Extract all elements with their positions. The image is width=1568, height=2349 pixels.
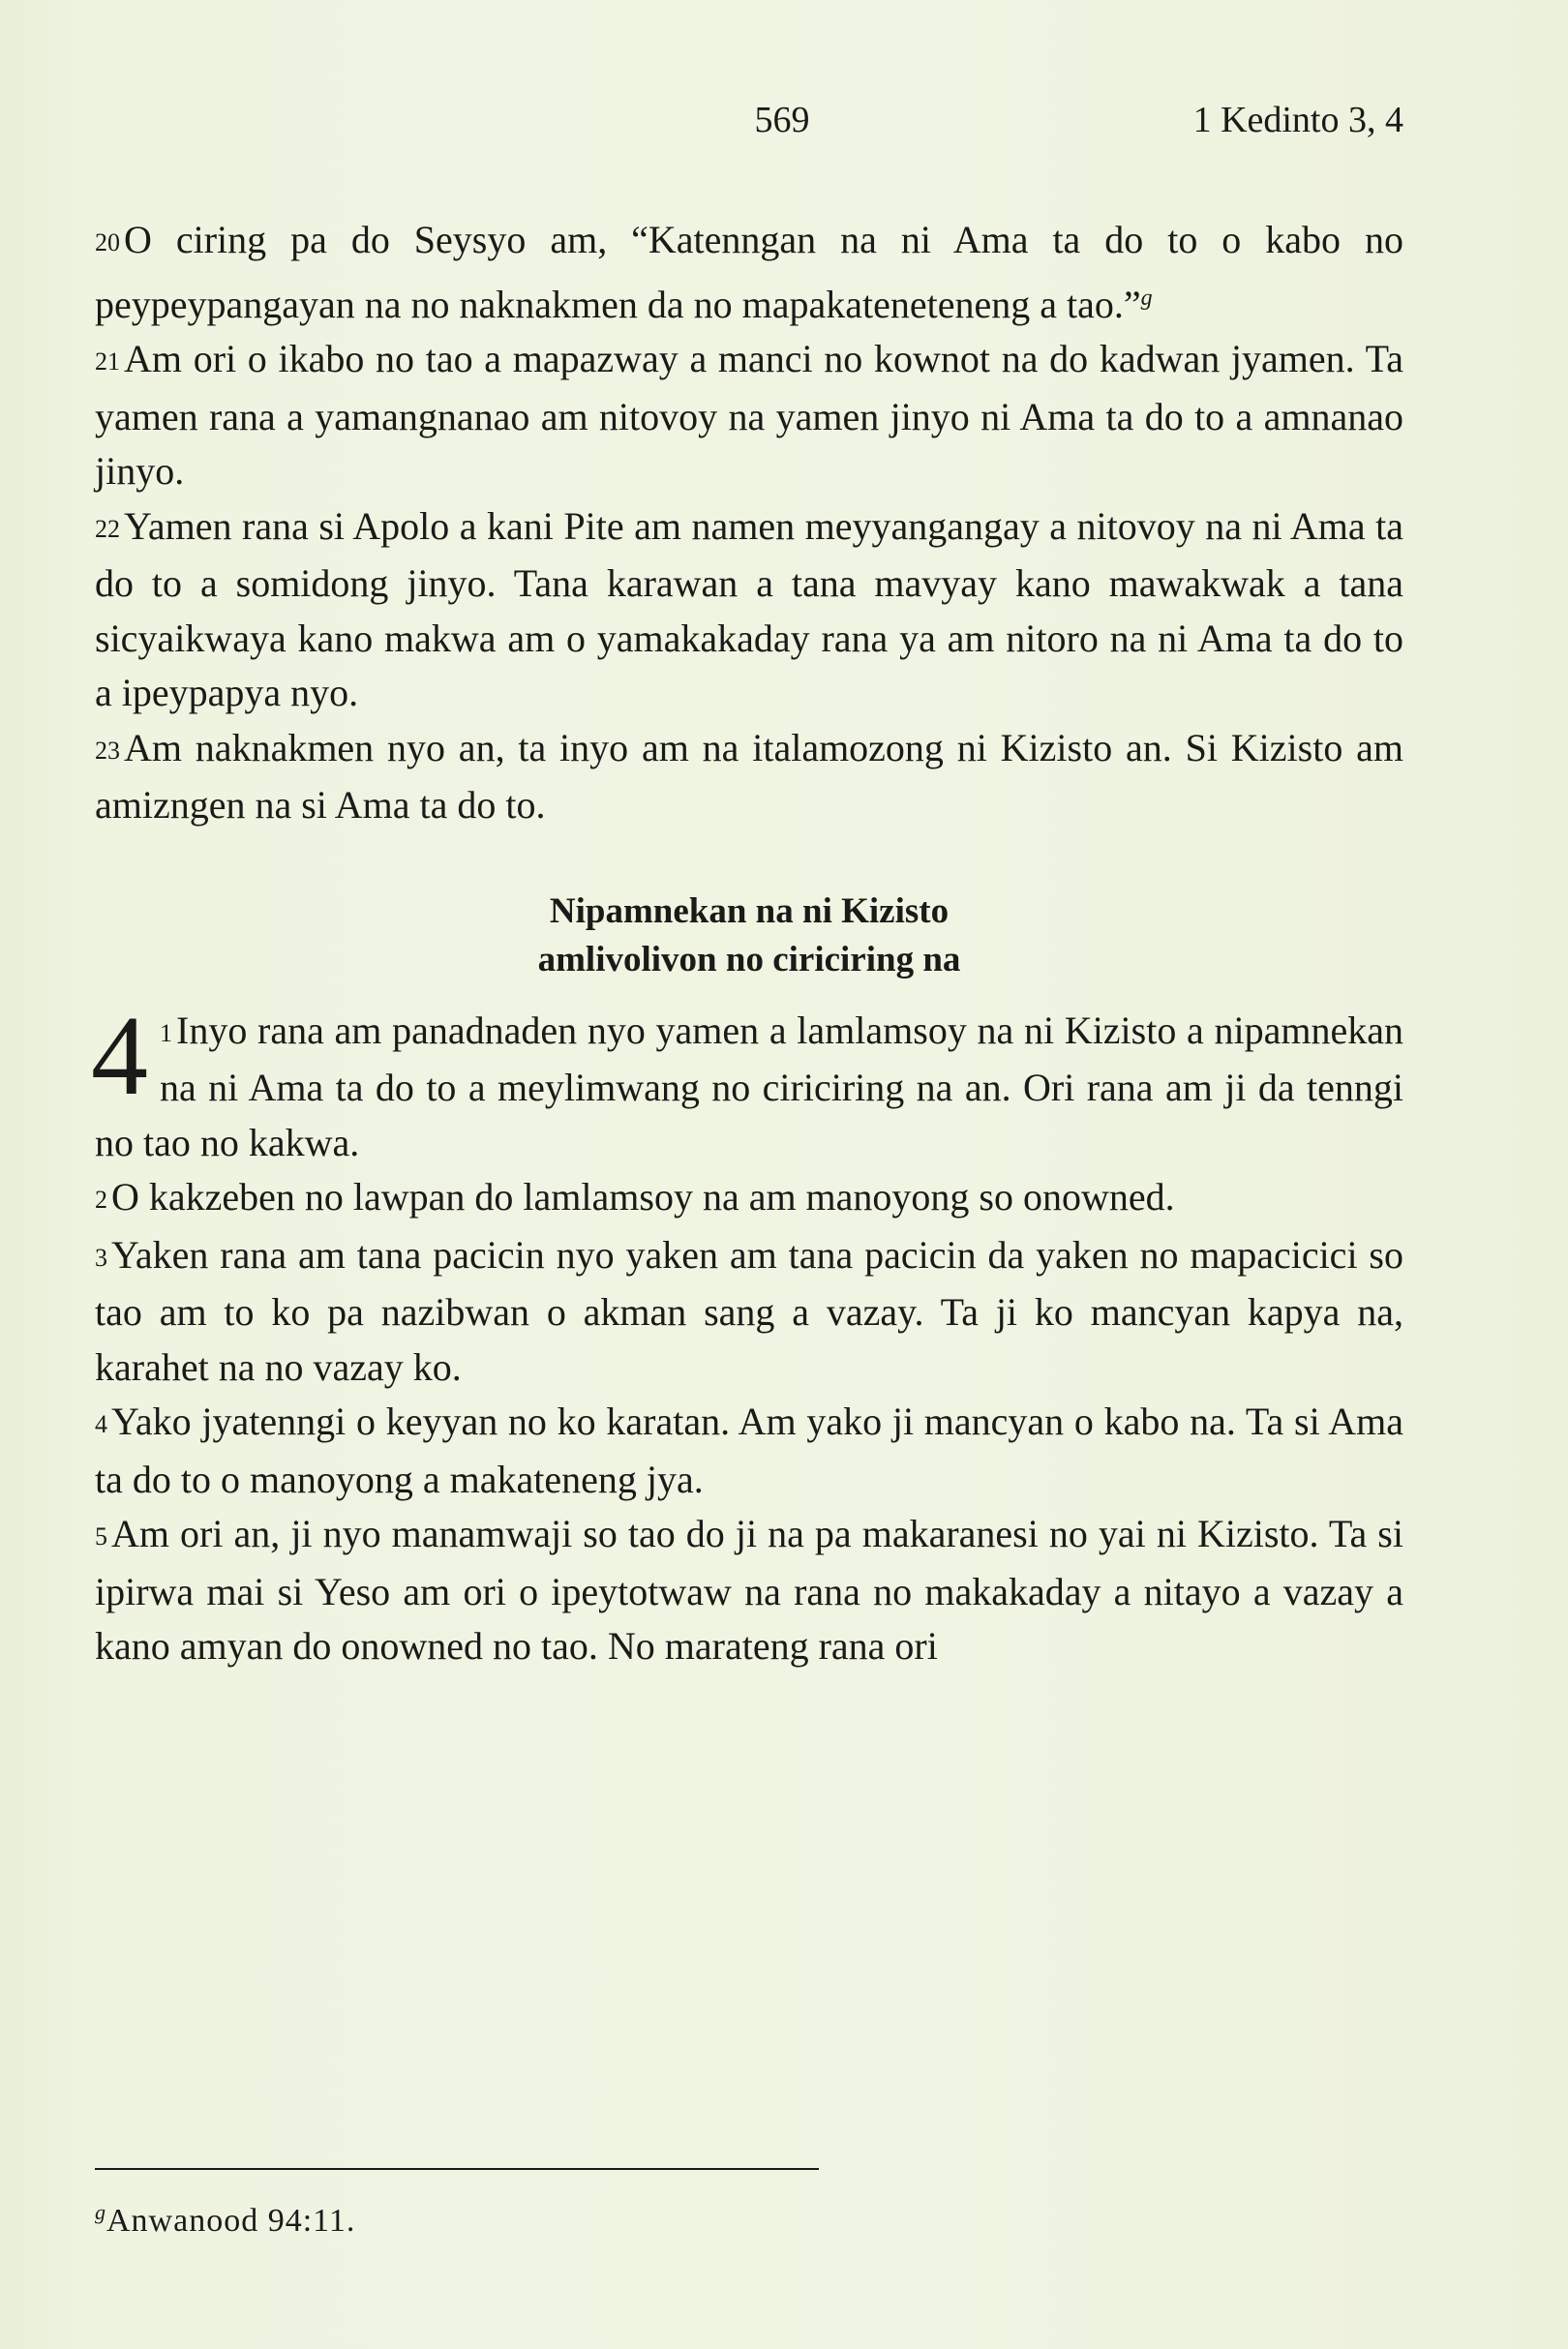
- verse-4-4: [95, 1395, 1403, 1507]
- footnote: [95, 2191, 355, 2243]
- verse-number: 1: [160, 1018, 172, 1047]
- chapter-reference: 1 Kedinto 3, 4: [1192, 100, 1403, 140]
- verse-text: O kakzeben no lawpan do lamlamsoy na am manoyong so onowned.: [111, 1175, 1175, 1219]
- chapter-number: 4: [91, 991, 148, 1119]
- verse-text: O ciring pa do Seysyo am, “Katenngan na ni Ama ta do to o kabo no peypeypangayan na no naknakmen da no mapakateneteneng a tao.”: [95, 218, 1403, 326]
- verse-number: 21: [95, 347, 120, 376]
- verse-4-3: [95, 1228, 1403, 1396]
- section-heading-line-2: amlivolivon no ciriciring na: [537, 939, 961, 979]
- section-heading: [95, 888, 1403, 984]
- verse-3-22: [95, 499, 1403, 721]
- verse-text: Am ori o ikabo no tao a mapazway a manci no kownot na do kadwan jyamen. Ta yamen rana a yamangnanao am nitovoy na yamen jinyo ni Ama ta do to a amnanao jinyo.: [95, 337, 1403, 493]
- verse-text: Inyo rana am panadnaden nyo yamen a lamlamsoy na ni Kizisto a nipamnekan na ni Ama ta do to a meylimwang no ciriciring na an. Ori rana am ji da tenngi no tao no kakwa.: [95, 1008, 1403, 1164]
- verse-text: Yamen rana si Apolo a kani Pite am namen meyyangangay a nitovoy na ni Ama ta do to a somidong jinyo. Tana karawan a tana mavyay kano mawakwak a tana sicyaikwaya kano makwa am o yamakakaday rana ya am nitoro na ni Ama ta do to a ipeypapya nyo.: [95, 503, 1403, 714]
- verse-text: Yako jyatenngi o keyyan no ko karatan. Am yako ji mancyan o kabo na. Ta si Ama ta do to o manoyong a makateneng jya.: [95, 1400, 1403, 1501]
- verse-text: Am ori an, ji nyo manamwaji so tao do ji na pa makaranesi no yai ni Kizisto. Ta si ipirwa mai si Yeso am ori o ipeytotwaw na rana no makakaday a nitayo a vazay a kano amyan do onowned no tao. No marateng rana ori: [95, 1512, 1403, 1668]
- verse-4-2: [95, 1170, 1403, 1228]
- verse-number: 2: [95, 1186, 107, 1214]
- verse-number: 5: [95, 1522, 107, 1551]
- scripture-text: [91, 213, 1403, 1674]
- verse-4-5: [95, 1507, 1403, 1674]
- verse-3-21: [95, 332, 1403, 499]
- verse-4-1: [91, 991, 1403, 1171]
- footnote-marker[interactable]: g: [1140, 285, 1153, 311]
- footnote-mark: g: [95, 2200, 106, 2224]
- verse-number: 23: [95, 736, 120, 765]
- verse-number: 3: [95, 1243, 107, 1272]
- verse-number: 4: [95, 1410, 107, 1438]
- verse-number: 22: [95, 514, 120, 543]
- footnote-divider: [95, 2168, 819, 2170]
- verse-text: Yaken rana am tana pacicin nyo yaken am tana pacicin da yaken no mapacicici so tao am to ko pa nazibwan o akman sang a vazay. Ta ji ko mancyan kapya na, karahet na no vazay ko.: [95, 1232, 1403, 1389]
- verse-3-20: [95, 213, 1403, 332]
- verse-text: Am naknakmen nyo an, ta inyo am na italamozong ni Kizisto an. Si Kizisto am amizngen na si Ama ta do to.: [95, 725, 1403, 827]
- section-heading-line-1: Nipamnekan na ni Kizisto: [549, 890, 950, 931]
- page-number: 569: [754, 100, 810, 140]
- verse-number: 20: [95, 228, 120, 256]
- running-head: [95, 99, 1403, 145]
- verse-3-23: [95, 721, 1403, 833]
- footnote-text: Anwanood 94:11.: [106, 2203, 356, 2239]
